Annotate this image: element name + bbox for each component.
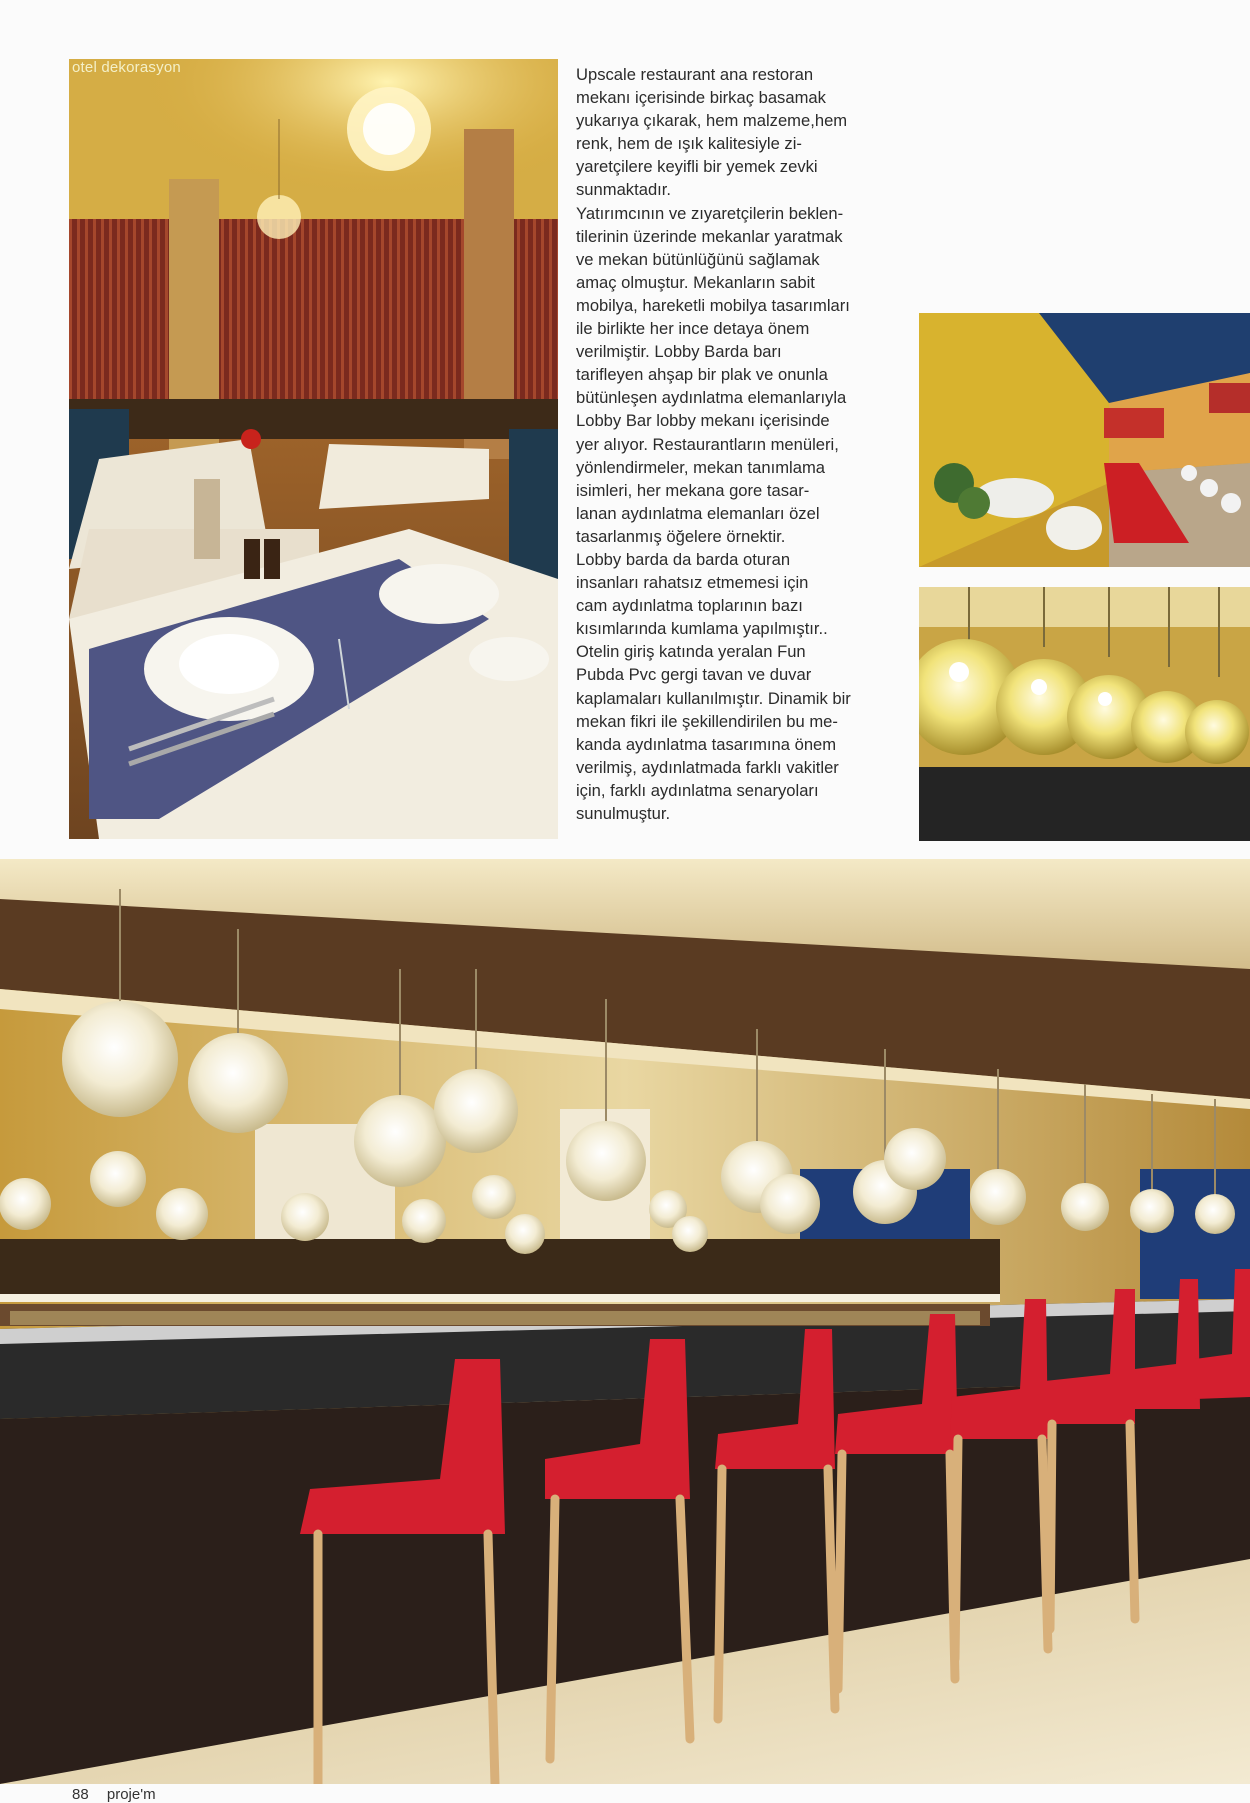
article-line: verilmiştir. Lobby Barda barı — [576, 342, 782, 362]
article-line: Pubda Pvc gergi tavan ve duvar — [576, 665, 812, 685]
article-line: amaç olmuştur. Mekanların sabit — [576, 272, 815, 292]
article-body — [576, 63, 906, 825]
article-line: mekanı içerisinde birkaç basamak — [576, 88, 826, 108]
article-line: ve mekan bütünlüğünü sağlamak — [576, 249, 820, 269]
article-line: yaretçilere keyifli bir yemek zevki — [576, 157, 818, 177]
article-line: için, farklı aydınlatma senaryoları — [576, 780, 819, 800]
article-line: tarifleyen ahşap bir plak ve onunla — [576, 365, 828, 385]
article-line: lanan aydınlatma elemanları özel — [576, 503, 820, 523]
article-line: mekan fikri ile şekillendirilen bu me- — [576, 711, 838, 731]
article-line: Yatırımcının ve zıyaretçilerin beklen- — [576, 203, 844, 223]
article-line: bütünleşen aydınlatma elemanlarıyla — [576, 388, 847, 408]
article-line: cam aydınlatma toplarının bazı — [576, 596, 803, 616]
article-line: kanda aydınlatma tasarımına önem — [576, 734, 837, 754]
article-line: sunulmuştur. — [576, 804, 671, 823]
lobby-bar-photo — [0, 859, 1250, 1784]
glass-globe-pendants-photo — [919, 587, 1250, 841]
article-line: Upscale restaurant ana restoran — [576, 65, 814, 84]
article-line: mobilya, hareketli mobilya tasarımları — [576, 295, 850, 315]
page-number: 88 — [72, 1786, 89, 1803]
lobby-corridor-photo — [919, 313, 1250, 567]
article-line: Otelin giriş katında yeralan Fun — [576, 642, 806, 662]
article-line: yönlendirmeler, mekan tanımlama — [576, 457, 826, 477]
article-line: Lobby barda da barda oturan — [576, 549, 791, 569]
article-line: tilerinin üzerinde mekanlar yaratmak — [576, 226, 843, 246]
article-line: tasarlanmış öğelere örnektir. — [576, 526, 786, 546]
article-line: yer alıyor. Restaurantların menüleri, — [576, 434, 839, 454]
article-line: kaplamaları kullanılmıştır. Dinamik bir — [576, 688, 851, 708]
page-footer — [72, 1786, 170, 1803]
article-line: kısımlarında kumlama yapılmıştır.. — [576, 619, 828, 639]
article-line: sunmaktadır. — [576, 180, 672, 200]
section-label: otel dekorasyon — [72, 59, 181, 76]
article-line: yukarıya çıkarak, hem malzeme,hem — [576, 111, 848, 131]
article-line: verilmiş, aydınlatmada farklı vakitler — [576, 757, 839, 777]
article-line: isimleri, her mekana gore tasar- — [576, 480, 810, 500]
article-line: ile birlikte her ince detaya önem — [576, 319, 810, 339]
article-line: Lobby Bar lobby mekanı içerisinde — [576, 411, 830, 431]
restaurant-photo — [69, 59, 558, 839]
magazine-name: proje'm — [106, 1786, 156, 1803]
article-line: renk, hem de ışık kalitesiyle zi- — [576, 134, 802, 154]
article-line: insanları rahatsız etmemesi için — [576, 573, 809, 593]
